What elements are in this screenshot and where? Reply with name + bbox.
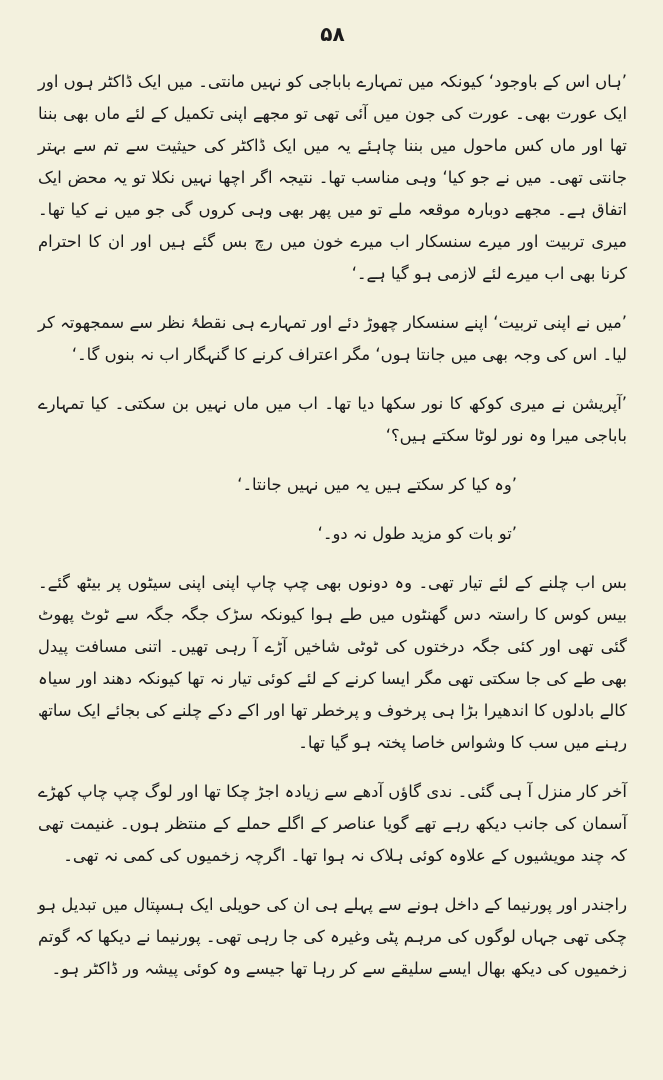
page-number: ۵۸: [320, 22, 345, 46]
page-body-text: [38, 66, 627, 985]
paragraph-dialogue-upbringing: ’میں نے اپنی تربیت‘ اپنے سنسکار چھوڑ دئے اور تمہارے ہی نقطۂ نظر سے سمجھوتہ کر لیا۔ اس کی وجہ بھی میں جانتا ہوں‘ مگر اعتراف کرنے کا گنہگار اب نہ بنوں گا۔‘: [38, 313, 627, 364]
paragraph-dialogue-short-2: ’تو بات کو مزید طول نہ دو۔‘: [317, 524, 517, 543]
paragraph-dialogue-doctor: ’ہاں اس کے باوجود‘ کیونکہ میں تمہارے باباجی کو نہیں مانتی۔ میں ایک ڈاکٹر ہوں اور ایک عورت بھی۔ عورت کی جون میں آئی تھی تو مجھے اپنی تکمیل کے لئے ماں بھی بننا تھا اور ماں کس ماحول میں بننا چاہئے یہ میں ایک ڈاکٹر کی حیثیت سے تم سے بہتر جانتی تھی۔ میں نے جو کیا‘ وہی مناسب تھا۔ نتیجہ اگر اچھا نہیں نکلا تو یہ محض ایک اتفاق ہے۔ مجھے دوبارہ موقعہ ملے تو میں پھر بھی وہی کروں گی جو میں نے کیا تھا۔ میری تربیت اور میرے سنسکار اب میرے خون میں رچ بس گئے ہیں اور ان کا احترام کرنا بھی اب میرے لئے لازمی ہو گیا ہے۔‘: [38, 72, 627, 283]
paragraph-dialogue-operation: ’آپریشن نے میری کوکھ کا نور سکھا دیا تھا۔ اب میں ماں نہیں بن سکتی۔ کیا تمہارے باباجی میرا وہ نور لوٹا سکتے ہیں؟‘: [38, 394, 627, 445]
paragraph-bus-journey: بس اب چلنے کے لئے تیار تھی۔ وہ دونوں بھی چپ چاپ اپنی اپنی سیٹوں پر بیٹھ گئے۔ بیس کوس کا راستہ دس گھنٹوں میں طے ہوا کیونکہ سڑک جگہ جگہ سے ٹوٹ پھوٹ گئی تھی اور کئی جگہ درختوں کی ٹوٹی شاخیں آڑے آ رہی تھیں۔ اتنی مسافت پیدل بھی طے کی جا سکتی تھی مگر ایسا کرنے کے لئے کوئی تیار نہ تھا کیونکہ دھند اور سیاہ کالے بادلوں کا اندھیرا بڑا ہی پرخوف و پرخطر تھا اور اکے دکے چلنے کی بجائے ایک ساتھ رہنے میں سب کا وشواس خاصا پختہ ہو گیا تھا۔: [38, 573, 627, 752]
paragraph-hospital: راجندر اور پورنیما کے داخل ہونے سے پہلے ہی ان کی حویلی ایک ہسپتال میں تبدیل ہو چکی تھی جہاں لوگوں کی مرہم پٹی وغیرہ کی جا رہی تھی۔ پورنیما نے دیکھا کہ گوتم زخمیوں کی دیکھ بھال ایسے سلیقے سے کر رہا تھا جیسے وہ کوئی پیشہ ور ڈاکٹر ہو۔: [38, 895, 627, 978]
paragraph-arrival: آخر کار منزل آ ہی گئی۔ ندی گاؤں آدھے سے زیادہ اجڑ چکا تھا اور لوگ چپ چاپ کھڑے آسمان کی جانب دیکھ رہے تھے گویا عناصر کے اگلے حملے کے منتظر ہوں۔ غنیمت تھی کہ چند مویشیوں کے علاوہ کوئی ہلاک نہ ہوا تھا۔ اگرچہ زخمیوں کی کمی نہ تھی۔: [38, 782, 627, 865]
paragraph-dialogue-short-1: ’وہ کیا کر سکتے ہیں یہ میں نہیں جانتا۔‘: [237, 475, 517, 494]
